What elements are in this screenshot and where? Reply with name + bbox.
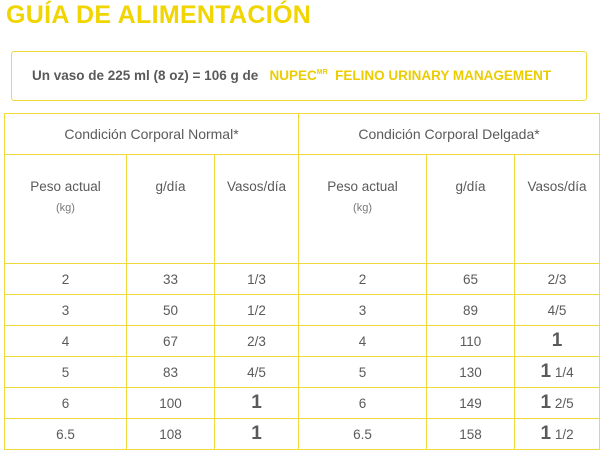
section-delgada: Condición Corporal Delgada* [299,114,600,155]
cell-gdia: 158 [427,419,515,450]
product-name: FELINO URINARY MANAGEMENT [335,68,552,83]
page-title: GUÍA DE ALIMENTACIÓN [6,1,312,29]
cell-peso: 3 [299,295,427,326]
cell-peso: 2 [5,264,127,295]
cell-peso: 5 [5,357,127,388]
cell-peso: 2 [299,264,427,295]
header-peso-label: Peso actual [327,179,398,194]
brand-trademark: MR [316,69,328,76]
cell-peso: 5 [299,357,427,388]
cell-gdia: 67 [127,326,215,357]
cell-vasos: 2/3 [515,264,600,295]
table-row [5,388,600,419]
table-row [5,264,600,295]
cell-vasos [515,388,600,419]
cell-vasos: 1 [215,419,299,450]
cell-vasos: 1 [215,388,299,419]
header-unit-label: (kg) [353,202,372,214]
table-row [5,419,600,450]
serving-info-box [11,51,587,101]
header-vasos-delgada: Vasos/día [515,155,600,264]
feeding-table [4,113,600,450]
cell-gdia: 149 [427,388,515,419]
cell-vasos: 1/3 [215,264,299,295]
vasos-whole: 1 [540,423,552,444]
cell-vasos: 1/2 [215,295,299,326]
table-row [5,326,600,357]
vasos-whole: 1 [540,392,552,413]
brand-label: NUPEC [269,68,317,83]
cell-gdia: 130 [427,357,515,388]
cell-peso: 3 [5,295,127,326]
header-unit-label: (kg) [56,202,75,214]
cell-peso: 6 [5,388,127,419]
vasos-fraction: 2/5 [554,396,574,411]
cell-gdia: 108 [127,419,215,450]
cell-vasos: 1 [515,326,600,357]
cell-peso: 6 [299,388,427,419]
header-gdia-delgada: g/día [427,155,515,264]
cell-gdia: 50 [127,295,215,326]
cell-peso: 4 [5,326,127,357]
header-peso-delgada [299,155,427,264]
table-row [5,357,600,388]
cell-vasos [515,419,600,450]
cell-gdia: 100 [127,388,215,419]
cell-gdia: 83 [127,357,215,388]
cell-peso: 4 [299,326,427,357]
header-vasos-normal: Vasos/día [215,155,299,264]
table-row [5,295,600,326]
cell-gdia: 89 [427,295,515,326]
cell-gdia: 33 [127,264,215,295]
vasos-fraction: 1/4 [554,365,574,380]
serving-equivalence: Un vaso de 225 ml (8 oz) = 106 g de [32,68,259,83]
cell-vasos: 2/3 [215,326,299,357]
header-gdia-normal: g/día [127,155,215,264]
cell-gdia: 65 [427,264,515,295]
cell-peso: 6.5 [299,419,427,450]
cell-gdia: 110 [427,326,515,357]
cell-vasos: 4/5 [515,295,600,326]
section-normal: Condición Corporal Normal* [5,114,299,155]
cell-vasos [515,357,600,388]
header-peso-normal [5,155,127,264]
serving-info-text [32,68,551,83]
vasos-whole: 1 [540,361,552,382]
vasos-fraction: 1/2 [554,427,574,442]
brand-name [262,68,551,83]
header-peso-label: Peso actual [30,179,101,194]
cell-vasos: 4/5 [215,357,299,388]
cell-peso: 6.5 [5,419,127,450]
